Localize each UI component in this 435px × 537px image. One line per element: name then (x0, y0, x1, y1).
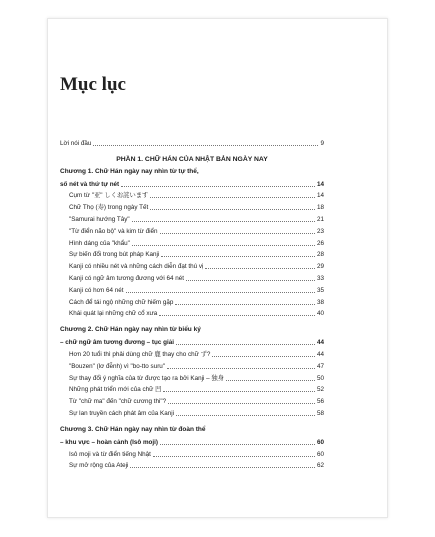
toc-entry[interactable] (60, 212, 324, 224)
toc-entry-label: Những phát triển mới của chữ 凹 (69, 386, 162, 394)
toc-entry-label: "Từ điển não bộ" và kim từ điển (69, 227, 158, 235)
toc-entry-label: "Bouzen" (lơ đễnh) vì "bo-tto suru" (69, 362, 166, 370)
toc-entry-label: Chữ Thọ (寿) trong ngày Tết (69, 204, 149, 212)
toc-entry-page: 9 (320, 139, 324, 147)
leader-dots (132, 244, 315, 246)
toc-entry-page: 28 (316, 251, 324, 259)
leader-dots (212, 355, 315, 357)
toc-entry-label: Khái quát lại những chữ cổ xưa (69, 310, 158, 318)
toc-entry-page: 14 (316, 192, 324, 200)
toc-entry-label: Kanji có nhiều nét và những cách diễn đạt thú vị (69, 263, 204, 271)
toc-entry[interactable] (60, 371, 324, 383)
leader-dots (176, 343, 315, 345)
leader-dots (93, 144, 318, 146)
toc-entry-page: 56 (316, 398, 324, 406)
toc-entry[interactable] (60, 347, 324, 359)
leader-dots (121, 185, 315, 187)
toc-entry[interactable] (60, 459, 324, 471)
toc-entry[interactable] (60, 271, 324, 283)
toc-entry-page: 44 (316, 350, 324, 358)
leader-dots (132, 220, 315, 222)
toc-entry-page: 26 (316, 239, 324, 247)
leader-dots (168, 402, 315, 404)
toc-entry-label: Từ "chữ ma" đến "chữ cương thi"? (69, 398, 167, 406)
toc-entry-label: Hơn 20 tuổi thì phải dùng chữ 鹿 thay cho chữ ず? (69, 350, 211, 358)
toc-entry[interactable] (60, 307, 324, 319)
toc-entry-label: Sự lan truyền cách phát âm của Kanji (69, 409, 175, 417)
leader-dots (167, 367, 315, 369)
chapter-title-line2: – khu vực – hoàn cảnh (Isô moji) (60, 438, 158, 446)
toc-title: Mục lục (60, 74, 126, 95)
leader-dots (186, 279, 315, 281)
leader-dots (160, 232, 315, 234)
toc-entry-label: "Samurai hướng Tây" (69, 215, 130, 223)
toc-entry[interactable] (60, 248, 324, 260)
toc-entry-label: Sự thay đổi ý nghĩa của từ được tạo ra bởi Kanji – 独身 (69, 374, 224, 382)
toc-entry-page: 60 (316, 450, 324, 458)
leader-dots (163, 390, 315, 392)
toc-entry[interactable] (60, 394, 324, 406)
leader-dots (161, 255, 315, 257)
toc-entry[interactable] (60, 200, 324, 212)
toc-entry-page: 21 (316, 215, 324, 223)
toc-entry-chapter-3[interactable] (60, 435, 324, 447)
chapter-title-line1: Chương 3. Chữ Hán ngày nay nhìn từ đoàn thể (60, 425, 206, 433)
toc-entry-label: Cách để tái ngộ những chữ hiếm gặp (69, 298, 174, 306)
leader-dots (159, 314, 315, 316)
leader-dots (130, 466, 315, 468)
toc-entry[interactable] (60, 359, 324, 371)
toc-entry-page: 50 (316, 374, 324, 382)
toc-entry-label: Isô moji và từ điển tiếng Nhật (69, 450, 151, 458)
leader-dots (150, 208, 315, 210)
toc-entry-page: 14 (316, 180, 324, 188)
toc-entry-page: 33 (316, 274, 324, 282)
toc-entry-page: 60 (316, 438, 324, 446)
toc-entry-page: 44 (316, 339, 324, 347)
chapter-title-line2: – chữ ngữ âm tương đương – tục giải (60, 339, 174, 347)
toc-entry-page: 35 (316, 286, 324, 294)
toc-entry[interactable] (60, 224, 324, 236)
toc-entry[interactable] (60, 295, 324, 307)
toc-entry-page: 47 (316, 362, 324, 370)
toc-entry-label: Sự mở rộng của Ateji (69, 462, 129, 470)
toc-entry-page: 29 (316, 263, 324, 271)
toc-entry[interactable] (60, 236, 324, 248)
part-heading: PHẦN 1. CHỮ HÁN CỦA NHẬT BẢN NGÀY NAY (116, 155, 268, 163)
leader-dots (150, 196, 315, 198)
spacer (60, 418, 324, 425)
toc-entry[interactable] (60, 283, 324, 295)
toc-entry-page: 23 (316, 227, 324, 235)
toc-entry-chapter-2[interactable] (60, 335, 324, 347)
toc-entry[interactable] (60, 406, 324, 418)
chapter-title-line1: Chương 2. Chữ Hán ngày nay nhìn từ biểu ký (60, 326, 201, 334)
leader-dots (153, 455, 315, 457)
toc-entry-label: Cụm từ "亚" しくお詫います (69, 192, 149, 200)
toc-entry-page: 58 (316, 409, 324, 417)
toc-entry[interactable] (60, 447, 324, 459)
toc-entry-page: 52 (316, 386, 324, 394)
toc-entry-label: Sự biến đổi trong bút pháp Kanji (69, 251, 160, 259)
toc-entry-preface[interactable] (60, 136, 324, 148)
toc-entry[interactable] (60, 189, 324, 201)
leader-dots (126, 291, 315, 293)
leader-dots (176, 414, 315, 416)
toc-entry[interactable] (60, 383, 324, 395)
toc-entry-label: Kanji có hơn 64 nét (69, 286, 124, 294)
toc-entry-label: Hình dáng của "khẩu" (69, 239, 130, 247)
spacer (60, 318, 324, 325)
toc-entry-page: 38 (316, 298, 324, 306)
leader-dots (175, 303, 315, 305)
toc-entry-page: 18 (316, 204, 324, 212)
toc-entry-page: 62 (316, 462, 324, 470)
leader-dots (160, 443, 315, 445)
toc-entry-page: 40 (316, 310, 324, 318)
chapter-title-line1: Chương 1. Chữ Hán ngày nay nhìn từ tự thể, (60, 167, 199, 175)
leader-dots (205, 267, 315, 269)
toc-entry-label: Lời nói đầu (60, 139, 92, 147)
chapter-title-line2: số nét và thứ tự nét (60, 180, 120, 188)
toc-entry-chapter-1[interactable] (60, 177, 324, 189)
leader-dots (226, 379, 315, 381)
toc-entry[interactable] (60, 259, 324, 271)
table-of-contents (60, 136, 324, 470)
toc-entry-label: Kanji có ngữ âm tương đương với 64 nét (69, 274, 184, 282)
